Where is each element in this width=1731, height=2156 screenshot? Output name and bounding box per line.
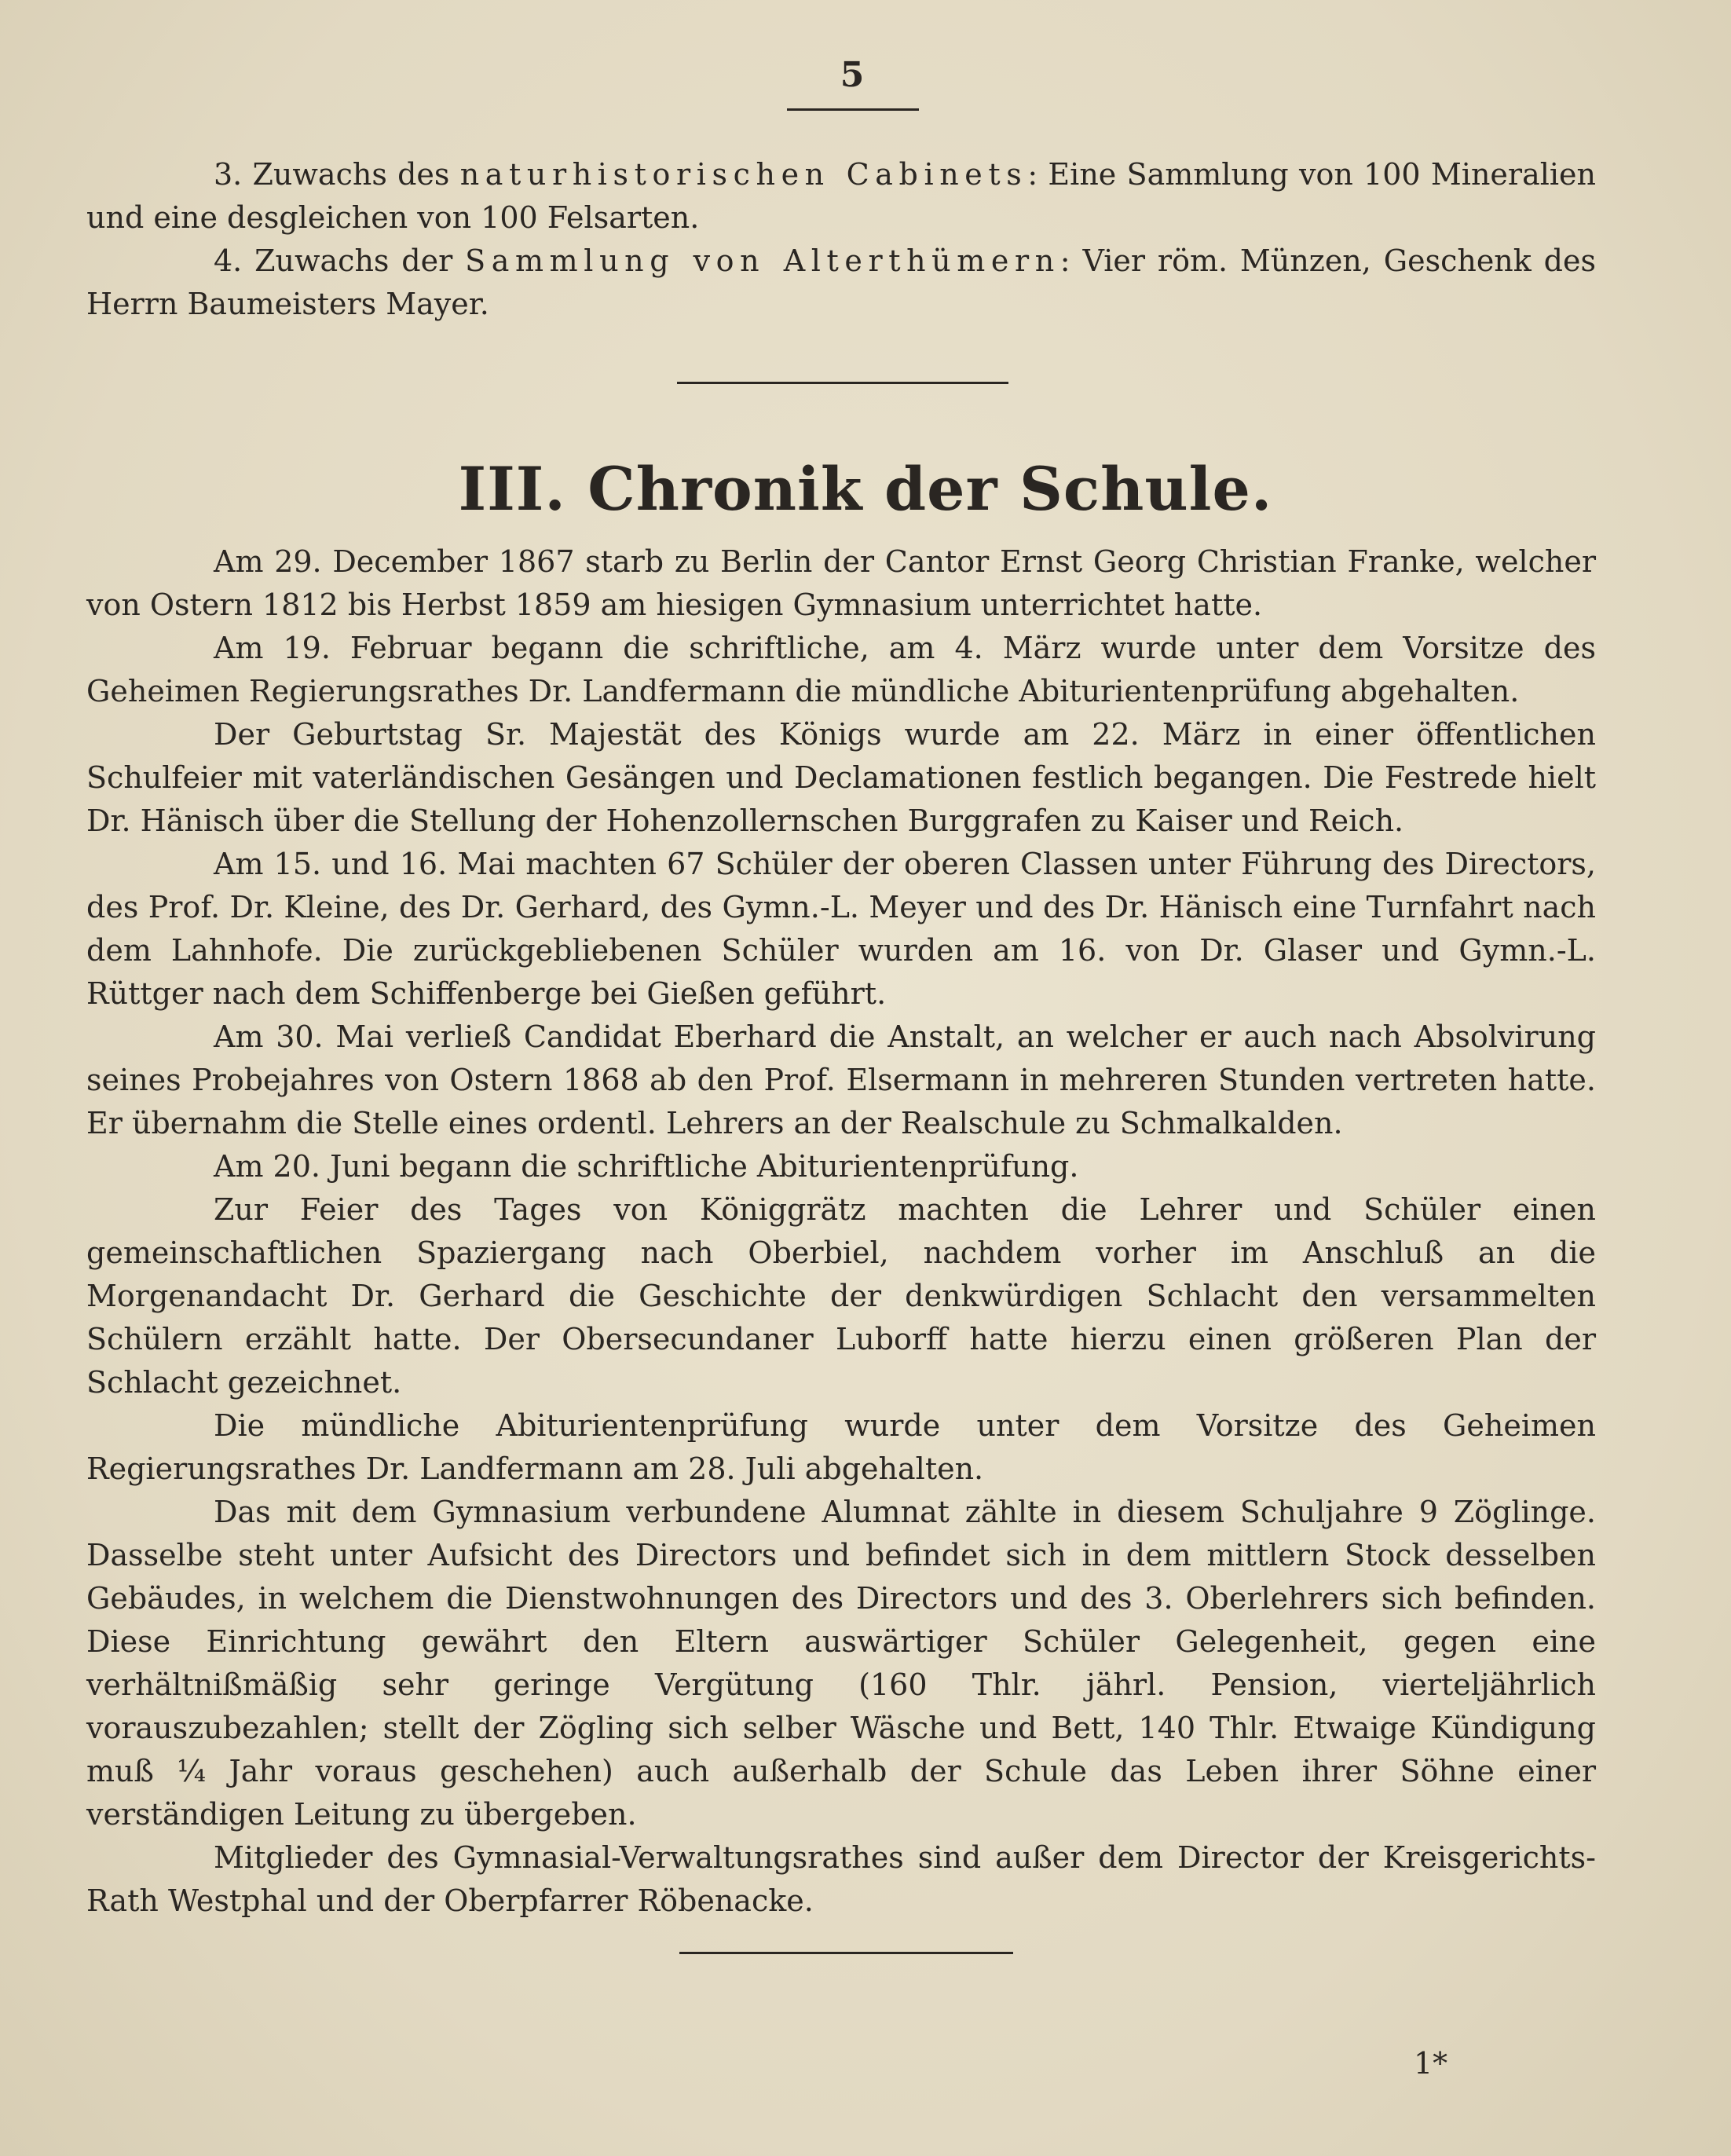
chronik-body: [86, 540, 1596, 1923]
chronik-paragraph: Die mündliche Abiturientenprüfung wurde unter dem Vorsitze des Geheimen Regierungsrathes Dr. Landfermann am 28. Juli abgehalten.: [86, 1408, 1596, 1486]
chronik-paragraph: Am 15. und 16. Mai machten 67 Schüler der oberen Classen unter Führung des Directors, des Prof. Dr. Kleine, des Dr. Gerhard, des Gymn.-L. Meyer und des Dr. Hänisch eine Turnfahrt nach dem Lahnhofe. Die zurückgebliebenen Schüler wurden am 16. von Dr. Glaser und Gymn.-L. Rüttger nach dem Schiffenberge bei Gießen geführt.: [86, 847, 1596, 1011]
chronik-paragraph: Mitglieder des Gymnasial-Verwaltungsrathes sind außer dem Director der Kreisgerichts-Rath Westphal und der Oberpfarrer Röbenacke.: [86, 1840, 1596, 1918]
section-heading: III. Chronik der Schule.: [458, 454, 1273, 524]
chronik-paragraph: Das mit dem Gymnasium verbundene Alumnat zählte in diesem Schuljahre 9 Zöglinge. Dasselbe steht unter Aufsicht des Directors und befindet sich in dem mittlern Stock desselben Gebäudes, in welchem die Dienstwohnungen des Directors und des 3. Oberlehrers sich befinden. Diese Einrichtung gewährt den Eltern auswärtiger Schüler Gelegenheit, gegen eine verhältnißmäßig sehr geringe Vergütung (160 Thlr. jährl. Pension, vierteljährlich vorauszubezahlen; stellt der Zögling sich selber Wäsche und Bett, 140 Thlr. Etwaige Kündigung muß ¼ Jahr voraus geschehen) auch außerhalb der Schule das Leben ihrer Söhne einer verständigen Leitung zu übergeben.: [86, 1495, 1596, 1832]
chronik-paragraph: Zur Feier des Tages von Königgrätz machten die Lehrer und Schüler einen gemeinschaftlichen Spaziergang nach Oberbiel, nachdem vorher im Anschluß an die Morgenandacht Dr. Gerhard die Geschichte der denkwürdigen Schlacht den versammelten Schülern erzählt hatte. Der Obersecundaner Luborff hatte hierzu einen größeren Plan der Schlacht gezeichnet.: [86, 1192, 1596, 1400]
chronik-paragraph: Am 29. December 1867 starb zu Berlin der Cantor Ernst Georg Christian Franke, welcher von Ostern 1812 bis Herbst 1859 am hiesigen Gymnasium unterrichtet hatte.: [86, 544, 1596, 622]
chronik-paragraph: Am 30. Mai verließ Candidat Eberhard die Anstalt, an welcher er auch nach Absolvirung seines Probejahres von Ostern 1868 ab den Prof. Elsermann in mehreren Stunden vertreten hatte. Er übernahm die Stelle eines ordentl. Lehrers an der Realschule zu Schmalkalden.: [86, 1019, 1596, 1140]
collection-additions: [86, 153, 1596, 326]
end-divider: [679, 1952, 1013, 1954]
signature-mark: 1*: [1414, 2046, 1448, 2081]
addition-item-4: 4. Zuwachs der Sammlung von Alterthümern: Vier röm. Münzen, Geschenk des Herrn Baumeisters Mayer.: [86, 243, 1596, 321]
chronik-paragraph: Am 19. Februar begann die schriftliche, am 4. März wurde unter dem Vorsitze des Geheimen Regierungsrathes Dr. Landfermann die mündliche Abiturientenprüfung abgehalten.: [86, 631, 1596, 708]
addition-item-3: 3. Zuwachs des naturhistorischen Cabinets: Eine Sammlung von 100 Mineralien und eine desgleichen von 100 Felsarten.: [86, 157, 1596, 235]
page-number: 5: [840, 55, 865, 95]
page-number-underline: [787, 108, 919, 111]
chronik-paragraph: Am 20. Juni begann die schriftliche Abiturientenprüfung.: [214, 1149, 1079, 1184]
chronik-paragraph: Der Geburtstag Sr. Majestät des Königs wurde am 22. März in einer öffentlichen Schulfeier mit vaterländischen Gesängen und Declamationen festlich begangen. Die Festrede hielt Dr. Hänisch über die Stellung der Hohenzollernschen Burggrafen zu Kaiser und Reich.: [86, 717, 1596, 838]
section-divider: [677, 382, 1008, 384]
